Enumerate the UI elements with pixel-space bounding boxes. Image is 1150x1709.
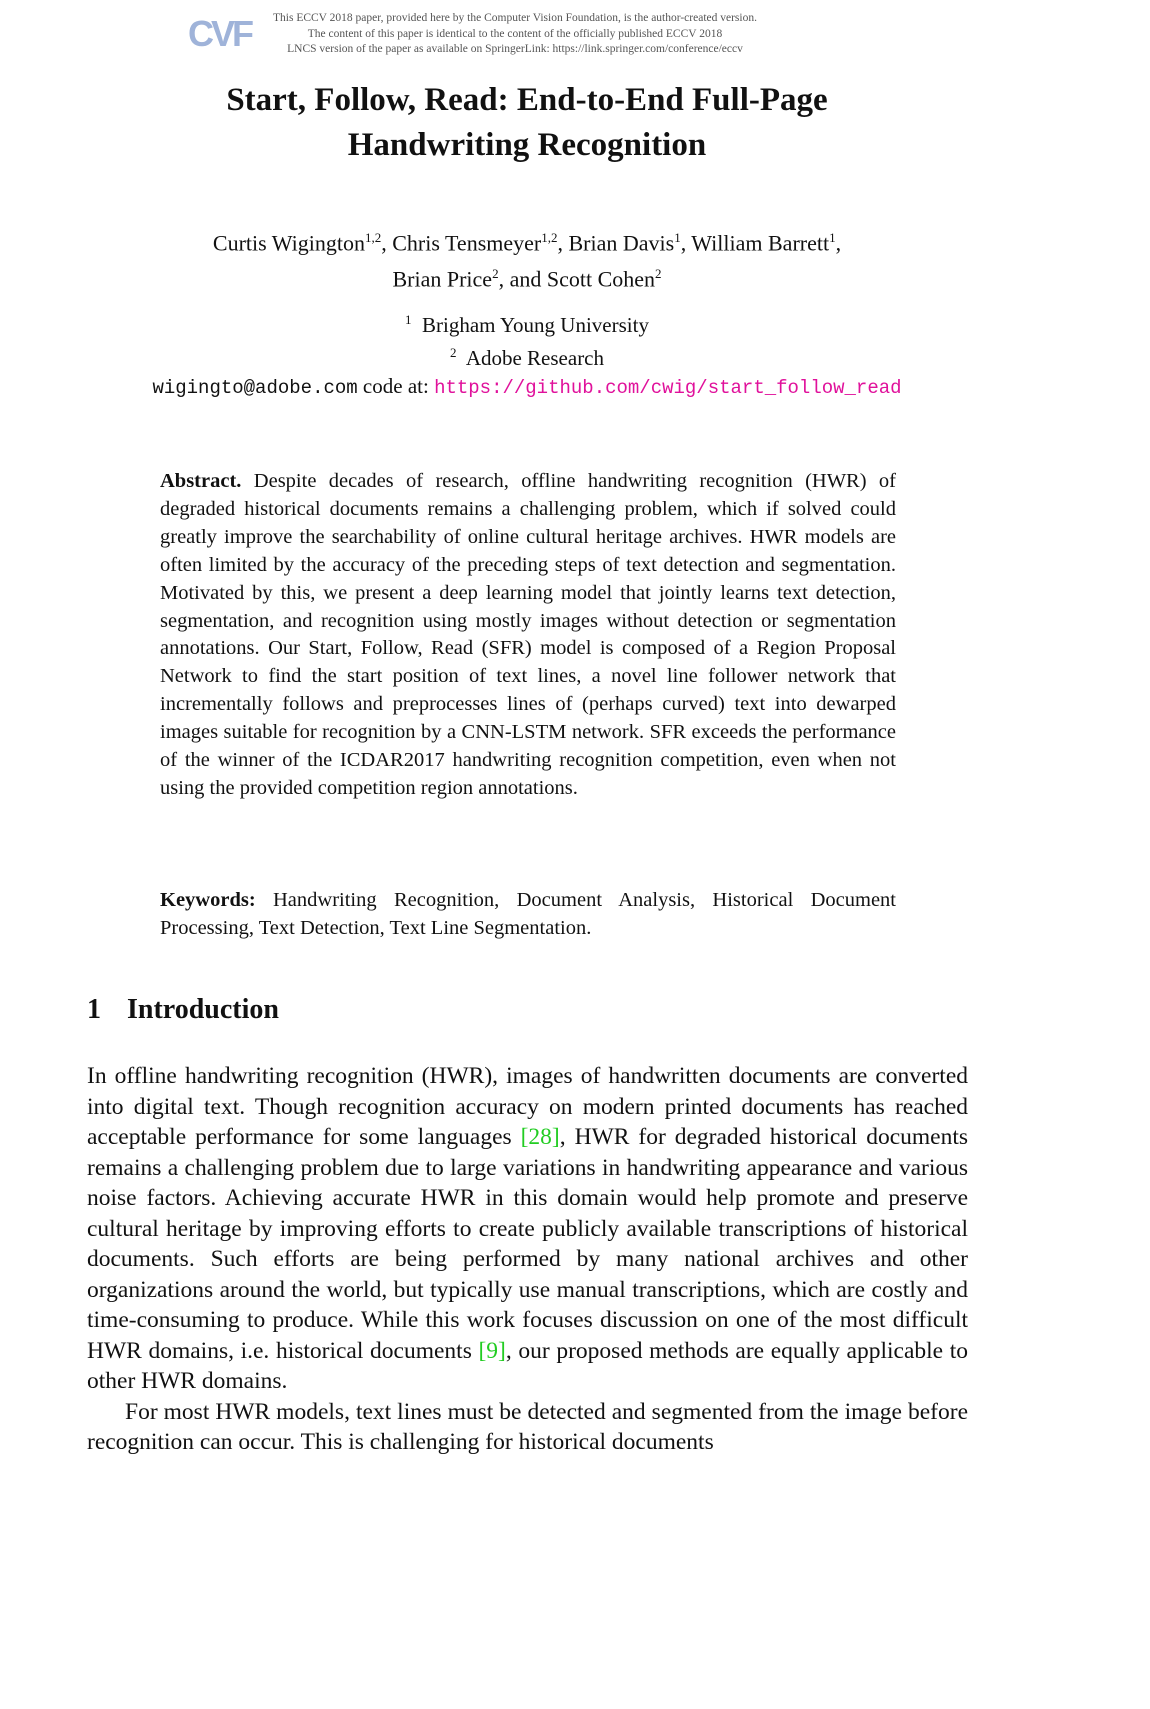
section-title: Introduction bbox=[127, 994, 279, 1025]
code-label: code at: bbox=[357, 374, 435, 398]
cvf-logo: CVF bbox=[188, 13, 251, 54]
affil-mark: 1 bbox=[829, 230, 836, 245]
author: , and Scott Cohen bbox=[498, 266, 656, 292]
notice-line: LNCS version of the paper as available on SpringerLink: https://link.springer.com/conference/eccv bbox=[287, 43, 743, 55]
author-list bbox=[60, 222, 994, 295]
text: , HWR for degraded historical documents remains a challenging problem due to large variations in handwriting appearance and various noise factors. Achieving accurate HWR in this domain would help promote and preserve cultural heritage by improving efforts to create publicly available transcriptions of historical documents. Such efforts are being performed by many national archives and other organizations around the world, but typically use manual transcriptions, which are costly and time-consuming to produce. While this work focuses discussion on one of the most difficult HWR domains, i.e. historical documents bbox=[87, 1124, 969, 1364]
author: Brian Price bbox=[392, 266, 493, 292]
author: , Chris Tensmeyer bbox=[381, 230, 542, 256]
affiliations bbox=[60, 306, 994, 402]
text: , our proposed methods are equally applicable to other HWR domains. bbox=[87, 1337, 968, 1394]
keywords-label: Keywords: bbox=[160, 889, 256, 911]
notice-line: The content of this paper is identical to the content of the officially published ECCV 2018 bbox=[307, 27, 723, 40]
title-line: Start, Follow, Read: End-to-End Full-Page bbox=[226, 82, 828, 118]
title-line: Handwriting Recognition bbox=[347, 127, 707, 163]
paper-title bbox=[60, 78, 994, 168]
abstract bbox=[160, 468, 896, 803]
keywords bbox=[160, 886, 896, 942]
notice-line: This ECCV 2018 paper, provided here by the Computer Vision Foundation, is the author-created version. bbox=[273, 12, 757, 24]
email[interactable]: wigingto@adobe.com bbox=[152, 377, 358, 399]
section-heading bbox=[87, 994, 279, 1026]
affil-mark: 1 bbox=[674, 230, 681, 245]
cvf-notice bbox=[250, 11, 780, 58]
abstract-text: Despite decades of research, offline handwriting recognition (HWR) of degraded historical documents remains a challenging problem, which if solved could greatly improve the searchability of online cultural heritage archives. HWR models are often limited by the accuracy of the preceding steps of text detection and segmentation. Motivated by this, we present a deep learning model that jointly learns text detection, segmentation, and recognition using mostly images without detection or segmentation annotations. Our Start, Follow, Read (SFR) model is composed of a Region Proposal Network to find the start position of text lines, a novel line follower network that incrementally follows and preprocesses lines of (perhaps curved) text into dewarped images suitable for recognition by a CNN-LSTM network. SFR exceeds the performance of the winner of the ICDAR2017 handwriting recognition competition, even when not using the provided competition region annotations. bbox=[160, 470, 896, 799]
keywords-text: Handwriting Recognition, Document Analysis, Historical Document Processing, Text Detection, Text Line Segmentation. bbox=[160, 889, 896, 939]
citation-link[interactable]: [28] bbox=[520, 1124, 560, 1150]
contact-line bbox=[60, 372, 994, 402]
text: In offline handwriting recognition (HWR), images of handwritten documents are converted into digital text. Though recognition accuracy on modern printed documents has reached acceptable performance for some languages bbox=[87, 1063, 968, 1150]
section-number: 1 bbox=[87, 994, 101, 1025]
author: , Brian Davis bbox=[557, 230, 675, 256]
affil-name: Adobe Research bbox=[465, 346, 605, 370]
affil-name: Brigham Young University bbox=[422, 313, 649, 337]
affil-mark: 2 bbox=[492, 266, 499, 282]
abstract-label: Abstract. bbox=[160, 470, 242, 492]
affil-num: 1 bbox=[405, 312, 412, 327]
body-text bbox=[87, 1061, 968, 1458]
paragraph: For most HWR models, text lines must be detected and segmented from the image before recognition can occur. This is challenging for historical documents bbox=[87, 1398, 968, 1455]
paragraph bbox=[87, 1061, 968, 1397]
affiliation bbox=[60, 339, 994, 372]
affiliation bbox=[60, 306, 994, 339]
author: , William Barrett bbox=[680, 230, 830, 256]
citation-link[interactable]: [9] bbox=[478, 1337, 506, 1364]
affil-mark: 2 bbox=[655, 266, 662, 282]
affil-mark: 1,2 bbox=[541, 230, 558, 245]
affil-mark: 1,2 bbox=[365, 230, 382, 245]
affil-num: 2 bbox=[449, 345, 457, 360]
code-link[interactable]: https://github.com/cwig/start_follow_read bbox=[434, 377, 902, 399]
author: Curtis Wigington bbox=[212, 230, 365, 256]
separator: , bbox=[835, 230, 842, 256]
